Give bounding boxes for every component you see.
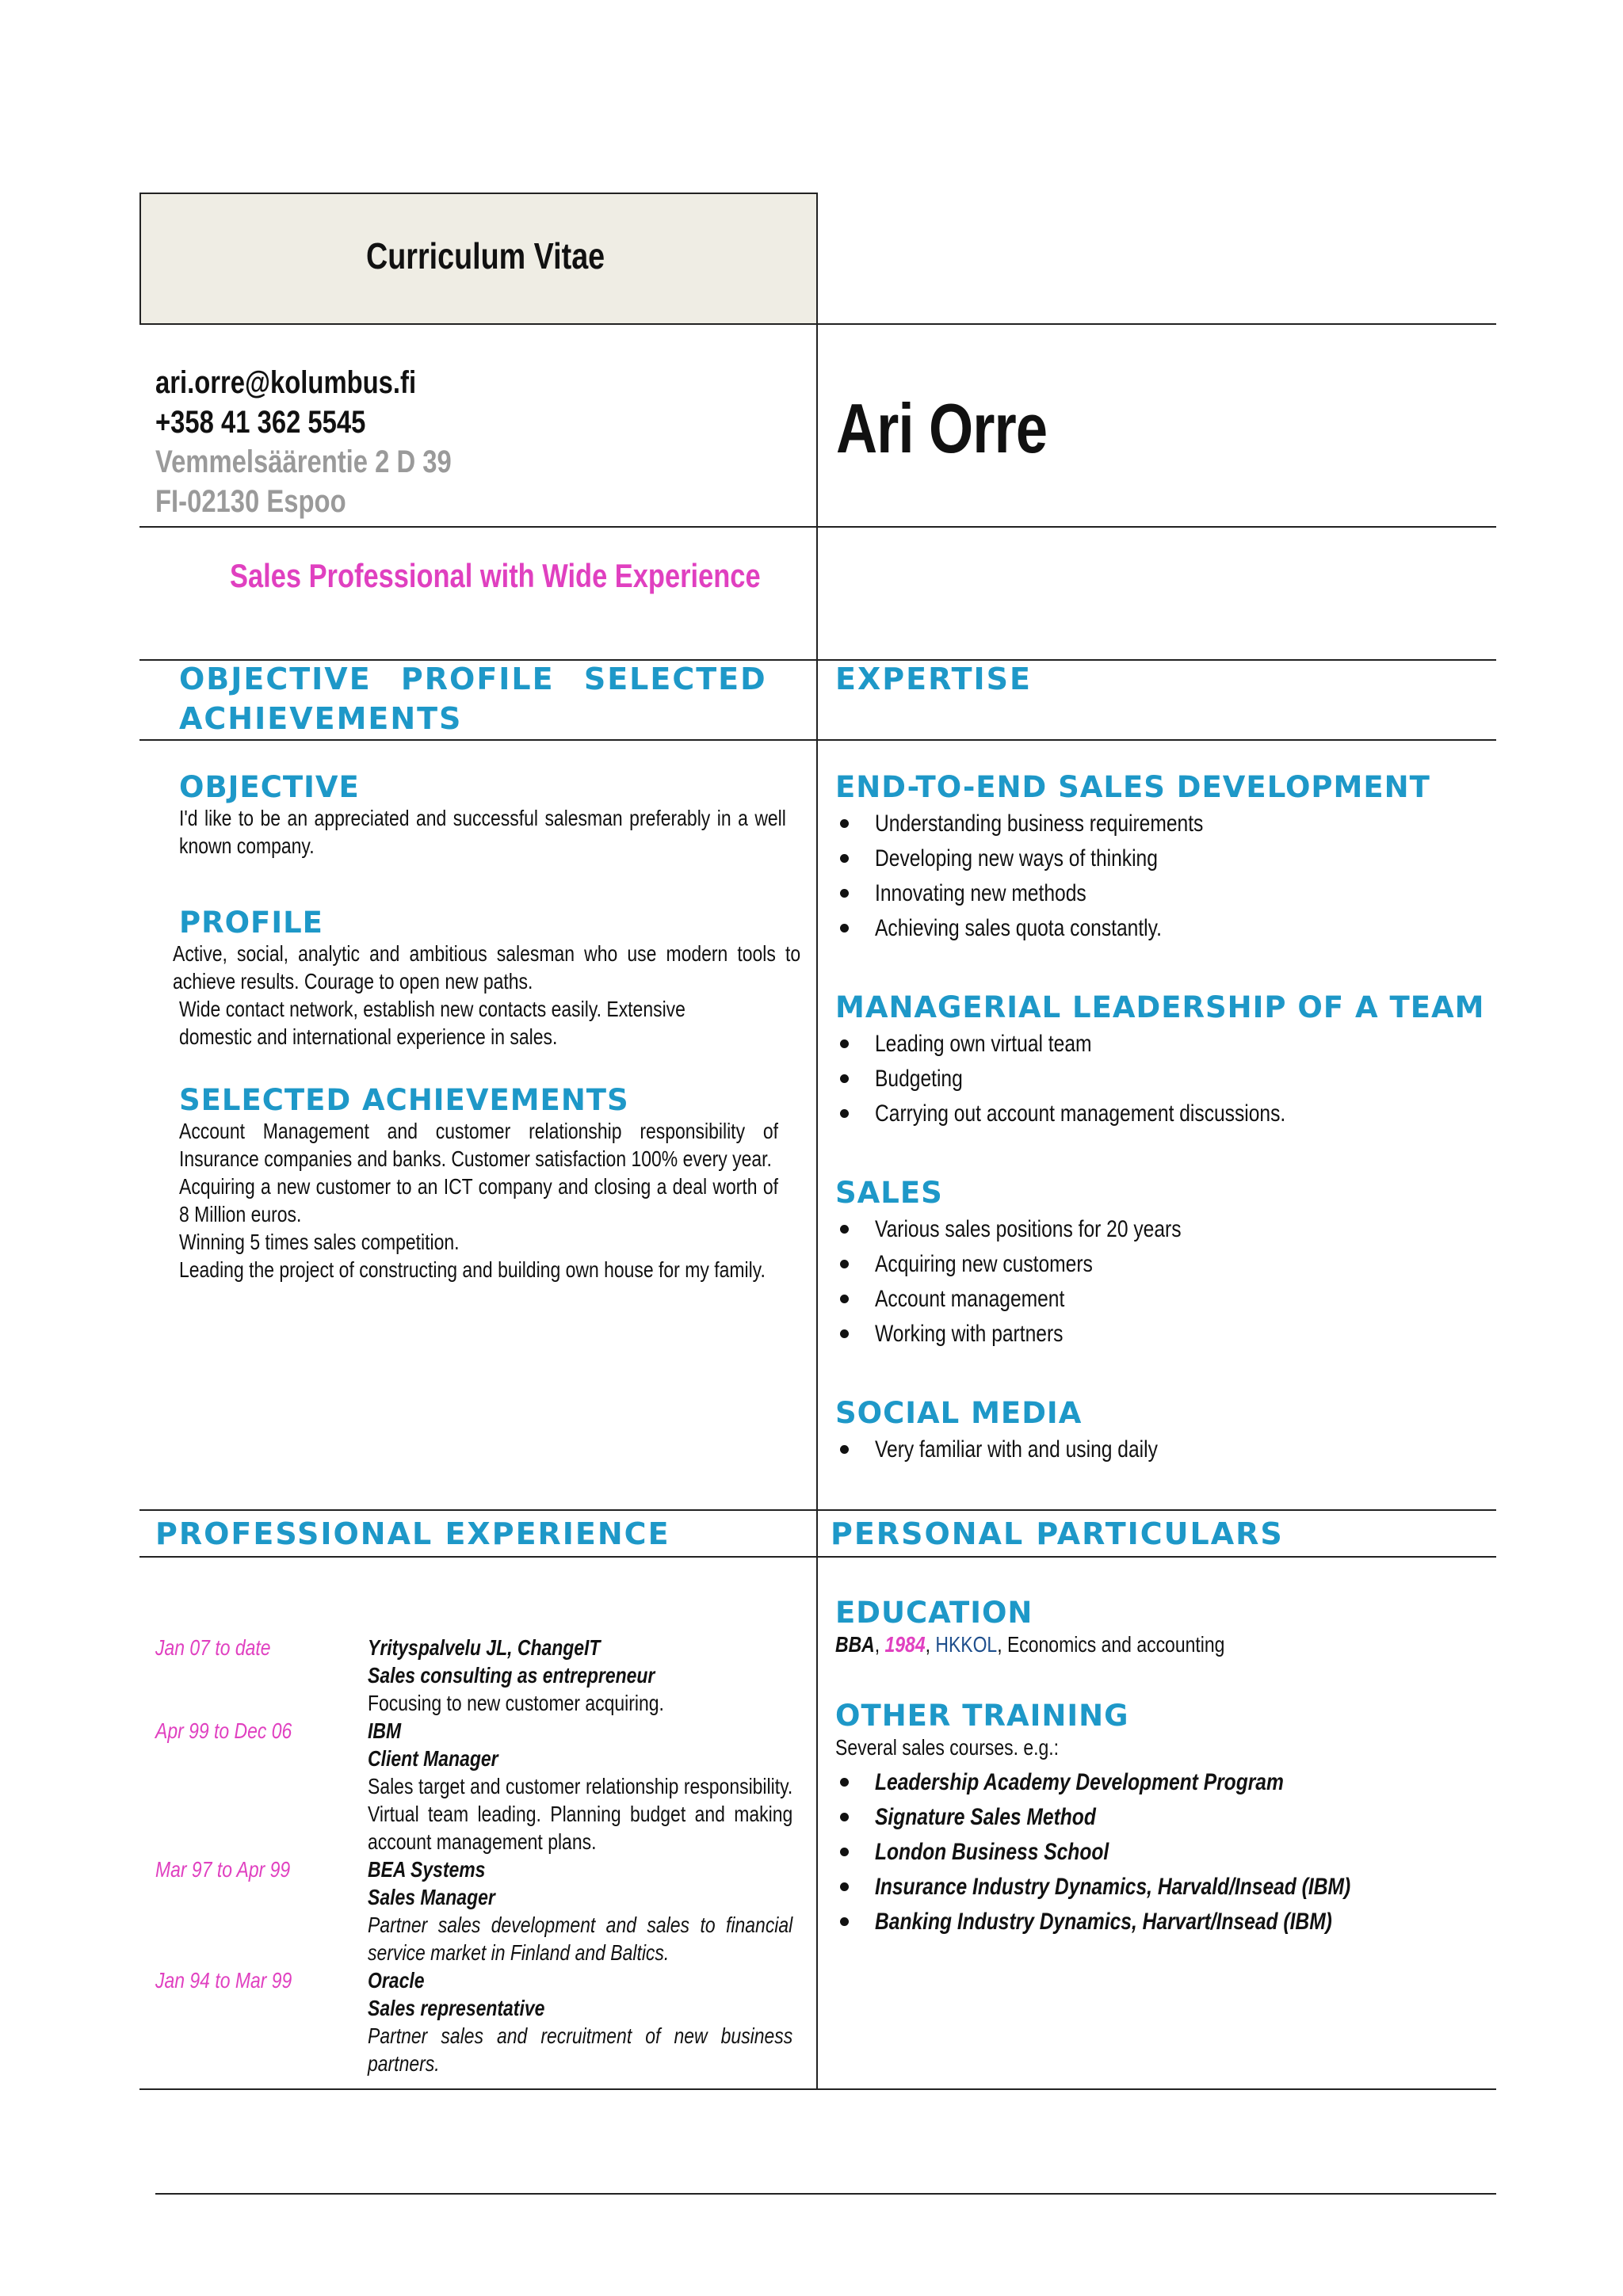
experience-list (155, 1634, 805, 2077)
expertise-header: EXPERTISE (835, 662, 1033, 696)
list-item: Understanding business requirements (835, 807, 1275, 841)
experience-header: PROFESSIONAL EXPERIENCE (155, 1516, 670, 1551)
achievements-title: SELECTED ACHIEVEMENTS (179, 1083, 629, 1117)
education-line: BBA, 1984, HKKOL, Economics and accounting (835, 1632, 1225, 1657)
rule-section-headers (139, 739, 1496, 741)
profile-text: Active, social, analytic and ambitious salesman who use modern tools to achieve results. Courage to open new paths. (173, 941, 801, 994)
expertise-title-leadership: MANAGERIAL LEADERSHIP OF A TEAM (835, 990, 1485, 1024)
list-item: Leadership Academy Development Program (835, 1765, 1455, 1800)
list-item: Account management (835, 1282, 1248, 1317)
person-name: Ari Orre (836, 389, 1048, 467)
rule-left-edge (139, 193, 141, 324)
list-item: Acquiring new customers (835, 1247, 1248, 1282)
job-entry: Jan 07 to date Yrityspalvelu JL, ChangeIT Sales consulting as entrepreneur Focusing to new customer acquiring. (155, 1635, 664, 1715)
achievements-list (179, 1117, 778, 1283)
education-title: EDUCATION (835, 1596, 1033, 1630)
rule-center (816, 193, 818, 2089)
list-item: Various sales positions for 20 years (835, 1212, 1248, 1247)
list-item: Insurance Industry Dynamics, Harvald/Insead (IBM) (835, 1870, 1455, 1905)
list-item: Leading own virtual team (835, 1027, 1376, 1062)
job-entry: Mar 97 to Apr 99 BEA Systems Sales Manager Partner sales development and sales to financial service market in Finland and Baltics. (155, 1857, 793, 1965)
list-item: Working with partners (835, 1317, 1248, 1352)
street-address: Vemmelsäärentie 2 D 39 (155, 444, 452, 479)
rule-lower (139, 1509, 1496, 1511)
profile-title: PROFILE (179, 906, 323, 940)
expertise-list-sales (835, 1212, 1248, 1352)
list-item: Signature Sales Method (835, 1800, 1455, 1835)
list-item: Banking Industry Dynamics, Harvart/Insead (IBM) (835, 1905, 1455, 1939)
achievement-item: Account Management and customer relationship responsibility of Insurance companies and banks. Customer satisfaction 100% every year. (179, 1119, 779, 1171)
cv-title: Curriculum Vitae (366, 235, 605, 277)
rule-top (139, 193, 818, 194)
list-item: London Business School (835, 1835, 1455, 1870)
objective-text: I'd like to be an appreciated and successful salesman preferably in a well known company. (179, 806, 786, 858)
list-item: Developing new ways of thinking (835, 841, 1275, 876)
contact-block (155, 363, 517, 521)
city-address: FI-02130 Espoo (155, 484, 346, 519)
objective-title: OBJECTIVE (179, 770, 360, 804)
expertise-title-social: SOCIAL MEDIA (835, 1396, 1083, 1430)
rule-footer (155, 2193, 1496, 2195)
list-item: Very familiar with and using daily (835, 1432, 1220, 1467)
job-entry: Apr 99 to Dec 06 IBM Client Manager Sales target and customer relationship responsibility. Virtual team leading. Planning budget and making account management plans. (155, 1718, 793, 1854)
personal-header: PERSONAL PARTICULARS (831, 1516, 1284, 1551)
profile-text-2: Wide contact network, establish new contacts easily. Extensive domestic and international experience in sales. (179, 997, 685, 1049)
job-entry: Jan 94 to Mar 99 Oracle Sales representative Partner sales and recruitment of new business partners. (155, 1968, 793, 2076)
achievement-item: Leading the project of constructing and building own house for my family. (179, 1257, 766, 1282)
expertise-title-sales: SALES (835, 1176, 943, 1210)
list-item: Achieving sales quota constantly. (835, 911, 1275, 946)
phone: +358 41 362 5545 (155, 405, 366, 440)
expertise-list-sales-dev (835, 807, 1275, 946)
expertise-list-leadership (835, 1027, 1376, 1131)
training-list (835, 1765, 1455, 1939)
training-intro: Several sales courses. e.g.: (835, 1735, 1060, 1760)
rule-lower-headers (139, 1556, 1496, 1558)
achievement-item: Winning 5 times sales competition. (179, 1230, 460, 1254)
expertise-title-sales-dev: END-TO-END SALES DEVELOPMENT (835, 770, 1430, 804)
email[interactable]: ari.orre@kolumbus.fi (155, 365, 417, 400)
tagline: Sales Professional with Wide Experience (230, 557, 761, 594)
left-section-header: OBJECTIVE PROFILE SELECTED ACHIEVEMENTS (179, 662, 767, 736)
rule-bottom (139, 2088, 1496, 2090)
achievement-item: Acquiring a new customer to an ICT company and closing a deal worth of 8 Million euros. (179, 1174, 779, 1226)
training-title: OTHER TRAINING (835, 1699, 1129, 1733)
list-item: Innovating new methods (835, 876, 1275, 911)
list-item: Carrying out account management discussions. (835, 1097, 1376, 1131)
rule-contact (139, 526, 1496, 528)
list-item: Budgeting (835, 1062, 1376, 1097)
rule-header (139, 323, 1496, 325)
expertise-list-social (835, 1432, 1220, 1467)
